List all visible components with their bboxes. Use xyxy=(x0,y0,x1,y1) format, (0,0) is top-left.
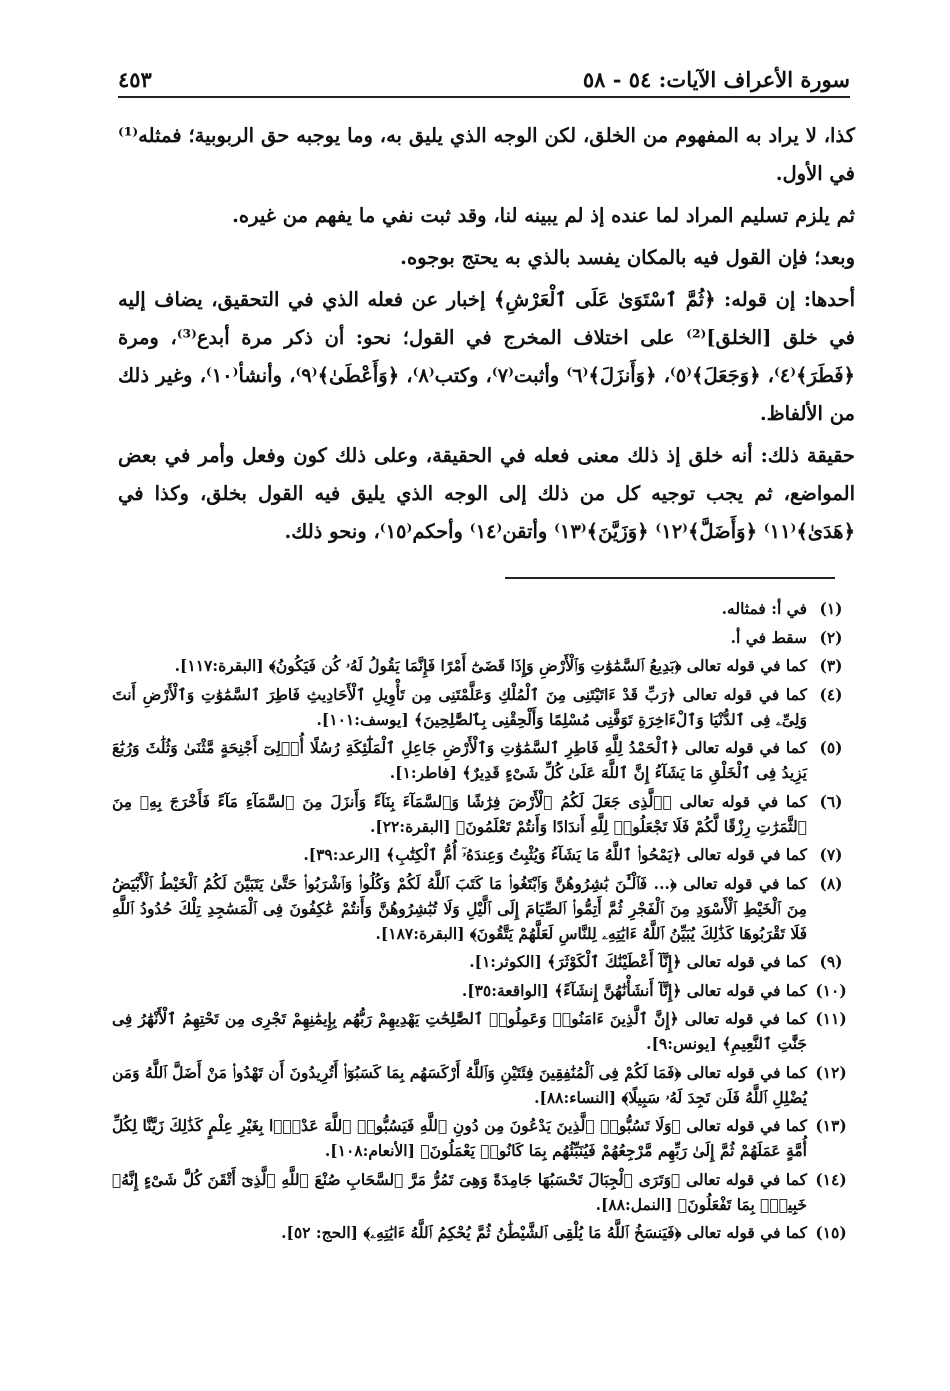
footnote xyxy=(112,682,855,732)
footnote-number: (٢) xyxy=(819,627,843,647)
footnote-number: (٩) xyxy=(819,952,843,971)
footnote-number: (٧) xyxy=(819,845,843,864)
footnote-text: كما في قوله تعالى ﴿رَبِّ قَدْ ءَاتَيْتَنِى مِنَ ٱلْمُلْكِ وَعَلَّمْتَنِى مِن تَأْوِيلِ ٱلْأَحَادِيثِ فَاطِرَ ٱلسَّمَٰوَٰتِ وَٱلْأَرْضِ أَنتَ وَلِىِّۦ فِى ٱلدُّنْيَا وَٱلْءَاخِرَةِ تَوَفَّنِى مُسْلِمًا وَأَلْحِقْنِى بِٱلصَّٰلِحِينَ﴾ [يوسف:١٠١]. xyxy=(112,684,807,729)
footnotes xyxy=(112,596,855,1249)
footnote-text: في أ: فمثاله. xyxy=(721,599,807,618)
footnote-number: (٣) xyxy=(819,656,843,675)
footnote-number: (١٣) xyxy=(815,1116,847,1135)
paragraph: حقيقة ذلك: أنه خلق إذ ذلك معنى فعله في الحقيقة، وعلى ذلك كون وفعل وأمر في بعض المواضع، ثم يجب توجيه كل من ذلك إلى الوجه الذي يليق فيه القول بخلق، وكذا في ﴿هَدَىٰ﴾⁽١١⁾ ﴿وَأَضَلَّ﴾⁽١٢⁾ ﴿وَزَيَّنَ﴾⁽١٣⁾ وأتقن⁽١٤⁾ وأحكم⁽١٥⁾، ونحو ذلك. xyxy=(118,444,855,543)
footnote-text: كما في قوله تعالى ﴿وَتَرَى ٱلْجِبَالَ تَحْسَبُهَا جَامِدَةً وَهِىَ تَمُرُّ مَرَّ ٱلسَّحَابِ صُنْعَ ٱللَّهِ ٱلَّذِىٓ أَتْقَنَ كُلَّ شَىْءٍ إِنَّهُۥ خَبِيرٌۢ بِمَا تَفْعَلُونَ﴾ [النمل:٨٨]. xyxy=(112,1169,807,1214)
footnote xyxy=(112,1060,855,1110)
page-header xyxy=(118,52,850,98)
footnote-number: (٦) xyxy=(819,791,843,811)
paragraph: ثم يلزم تسليم المراد لما عنده إذ لم يبينه لنا، وقد ثبت نفي ما يفهم من غيره. xyxy=(232,204,855,227)
footnote-number: (١٢) xyxy=(815,1062,847,1082)
footnote-text: سقط في أ. xyxy=(730,627,807,647)
footnote xyxy=(112,596,855,621)
running-title: سورة الأعراف الآيات: ٥٤ - ٥٨ xyxy=(582,67,850,92)
footnote xyxy=(112,842,855,867)
footnote xyxy=(112,978,855,1003)
footnote-number: (١٥) xyxy=(815,1223,847,1242)
footnote xyxy=(112,1113,855,1163)
main-text xyxy=(118,117,855,555)
paragraph: كذا، لا يراد به المفهوم من الخلق، لكن الوجه الذي يليق به، وما يوجبه حق الربوبية؛ فمثله⁽¹⁾ في الأول. xyxy=(118,124,855,185)
footnote xyxy=(112,735,855,785)
footnote-number: (١١) xyxy=(815,1009,847,1028)
footnote-text: كما في قوله تعالى ﴿بَدِيعُ ٱلسَّمَٰوَٰتِ وَٱلْأَرْضِ وَإِذَا قَضَىٰٓ أَمْرًا فَإِنَّمَا يَقُولُ لَهُۥ كُن فَيَكُونُ﴾ [البقرة:١١٧]. xyxy=(174,656,807,675)
paragraph: أحدها: إن قوله: ﴿ثُمَّ ٱسْتَوَىٰ عَلَى ٱلْعَرْشِ﴾ إخبار عن فعله الذي في التحقيق، يضاف إليه في خلق [الخلق]⁽²⁾ على اختلاف المخرج في القول؛ نحو: أن ذكر مرة أبدع⁽³⁾، ومرة ﴿فَطَرَ﴾⁽٤⁾، ﴿وَجَعَلَ﴾⁽٥⁾، ﴿وَأَنزَلَ﴾⁽٦⁾ وأثبت⁽٧⁾، وكتب⁽٨⁾، ﴿وَأَعْطَىٰ﴾⁽٩⁾، وأنشأ⁽١٠⁾، وغير ذلك من الألفاظ. xyxy=(118,288,855,425)
footnote-text: كما في قوله تعالى ﴿ٱلَّذِى جَعَلَ لَكُمُ ٱلْأَرْضَ فِرَٰشًا وَٱلسَّمَآءَ بِنَآءً وَأَنزَلَ مِنَ ٱلسَّمَآءِ مَآءً فَأَخْرَجَ بِهِۦ مِنَ ٱلثَّمَرَٰتِ رِزْقًا لَّكُمْ فَلَا تَجْعَلُوا۟ لِلَّهِ أَندَادًا وَأَنتُمْ تَعْلَمُونَ﴾ [البقرة:٢٢]. xyxy=(112,791,807,836)
footnote-number: (١٠) xyxy=(815,980,847,1000)
footnote-text: كما في قوله تعالى ﴿إِنَّآ أَعْطَيْنَٰكَ ٱلْكَوْثَرَ﴾ [الكوثر:١]. xyxy=(469,952,807,971)
footnote-number: (٥) xyxy=(819,738,843,757)
footnote-separator xyxy=(505,577,835,579)
footnote-number: (٨) xyxy=(819,873,843,893)
footnote xyxy=(112,789,855,839)
footnote xyxy=(112,625,855,650)
page-number: ٤٥٣ xyxy=(118,67,152,92)
footnote xyxy=(112,653,855,678)
footnote xyxy=(112,871,855,946)
footnote xyxy=(112,1167,855,1217)
footnote-text: كما في قوله تعالى ﴿يَمْحُوا۟ ٱللَّهُ مَا يَشَآءُ وَيُثْبِتُ وَعِندَهُۥٓ أُمُّ ٱلْكِتَٰبِ﴾ [الرعد:٣٩]. xyxy=(303,845,807,864)
footnote xyxy=(112,1220,855,1245)
paragraph: وبعد؛ فإن القول فيه بالمكان يفسد بالذي به يحتج بوجوه. xyxy=(400,246,855,269)
footnote xyxy=(112,1006,855,1056)
footnote-text: كما في قوله تعالى ﴿إِنَّآ أَنشَأْنَٰهُنَّ إِنشَآءً﴾ [الواقعة:٣٥]. xyxy=(461,980,807,1000)
footnote-number: (١٤) xyxy=(815,1169,847,1189)
footnote-text: كما في قوله تعالى ﴿فَيَنسَخُ ٱللَّهُ مَا يُلْقِى ٱلشَّيْطَٰنُ ثُمَّ يُحْكِمُ ٱللَّهُ ءَايَٰتِهِۦ﴾ [الحج: ٥٢]. xyxy=(281,1223,807,1242)
footnote-text: كما في قوله تعالى ﴿... فَٱلْـَٰٔنَ بَٰشِرُوهُنَّ وَٱبْتَغُوا۟ مَا كَتَبَ ٱللَّهُ لَكُمْ وَكُلُوا۟ وَٱشْرَبُوا۟ حَتَّىٰ يَتَبَيَّنَ لَكُمُ ٱلْخَيْطُ ٱلْأَبْيَضُ مِنَ ٱلْخَيْطِ ٱلْأَسْوَدِ مِنَ ٱلْفَجْرِ ثُمَّ أَتِمُّوا۟ ٱلصِّيَامَ إِلَى ٱلَّيْلِ وَلَا تُبَٰشِرُوهُنَّ وَأَنتُمْ عَٰكِفُونَ فِى ٱلْمَسَٰجِدِ تِلْكَ حُدُودُ ٱللَّهِ فَلَا تَقْرَبُوهَا كَذَٰلِكَ يُبَيِّنُ ٱللَّهُ ءَايَٰتِهِۦ لِلنَّاسِ لَعَلَّهُمْ يَتَّقُونَ﴾ [البقرة:١٨٧]. xyxy=(112,873,807,943)
footnote-number: (٤) xyxy=(819,684,843,704)
footnote-text: كما في قوله تعالى ﴿فَمَا لَكُمْ فِى ٱلْمُنَٰفِقِينَ فِئَتَيْنِ وَٱللَّهُ أَرْكَسَهُم بِمَا كَسَبُوٓا۟ أَتُرِيدُونَ أَن تَهْدُوا۟ مَنْ أَضَلَّ ٱللَّهُ وَمَن يُضْلِلِ ٱللَّهُ فَلَن تَجِدَ لَهُۥ سَبِيلًا﴾ [النساء:٨٨]. xyxy=(112,1062,807,1107)
footnote xyxy=(112,949,855,974)
footnote-text: كما في قوله تعالى ﴿ٱلْحَمْدُ لِلَّهِ فَاطِرِ ٱلسَّمَٰوَٰتِ وَٱلْأَرْضِ جَاعِلِ ٱلْمَلَٰٓئِكَةِ رُسُلًا أُو۟لِىٓ أَجْنِحَةٍ مَّثْنَىٰ وَثُلَٰثَ وَرُبَٰعَ يَزِيدُ فِى ٱلْخَلْقِ مَا يَشَآءُ إِنَّ ٱللَّهَ عَلَىٰ كُلِّ شَىْءٍ قَدِيرٌ﴾ [فاطر:١]. xyxy=(112,738,807,782)
footnote-text: كما في قوله تعالى ﴿إِنَّ ٱلَّذِينَ ءَامَنُوا۟ وَعَمِلُوا۟ ٱلصَّٰلِحَٰتِ يَهْدِيهِمْ رَبُّهُم بِإِيمَٰنِهِمْ تَجْرِى مِن تَحْتِهِمُ ٱلْأَنْهَٰرُ فِى جَنَّٰتِ ٱلنَّعِيمِ﴾ [يونس:٩]. xyxy=(112,1009,807,1053)
footnote-text: كما في قوله تعالى ﴿وَلَا تَسُبُّوا۟ ٱلَّذِينَ يَدْعُونَ مِن دُونِ ٱللَّهِ فَيَسُبُّوا۟ ٱللَّهَ عَدْوًۢا بِغَيْرِ عِلْمٍ كَذَٰلِكَ زَيَّنَّا لِكُلِّ أُمَّةٍ عَمَلَهُمْ ثُمَّ إِلَىٰ رَبِّهِم مَّرْجِعُهُمْ فَيُنَبِّئُهُم بِمَا كَانُوا۟ يَعْمَلُونَ﴾ [الأنعام:١٠٨]. xyxy=(112,1116,807,1160)
footnote-number: (١) xyxy=(819,599,843,618)
